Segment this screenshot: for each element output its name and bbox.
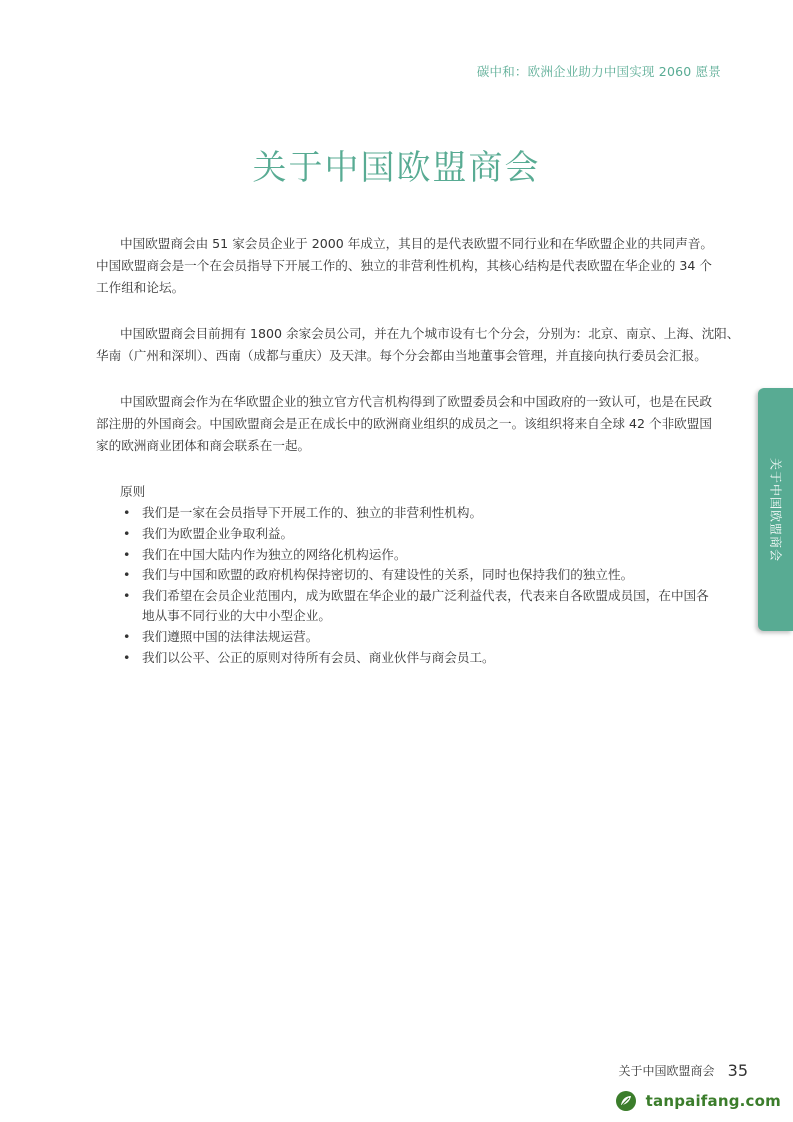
page-footer (619, 1060, 748, 1080)
principle-item (120, 648, 720, 668)
running-header: 碳中和：欧洲企业助力中国实现 2060 愿景 (476, 64, 721, 79)
bullet-icon: • (123, 628, 131, 644)
principle-item (120, 545, 720, 565)
principle-item (120, 627, 720, 647)
paragraph-line: 中国欧盟商会是一个在会员指导下开展工作的、独立的非营利性机构，其核心结构是代表欧盟在华企业的 34 个 (96, 258, 712, 273)
principle-text: 我们以公平、公正的原则对待所有会员、商业伙伴与商会员工。 (142, 649, 495, 665)
principle-text: 我们在中国大陆内作为独立的网络化机构运作。 (142, 546, 407, 562)
principle-text: 我们希望在会员企业范围内，成为欧盟在华企业的最广泛利益代表，代表来自各欧盟成员国，在中国各 (142, 588, 709, 604)
side-tab-label: 关于中国欧盟商会 (768, 457, 782, 562)
page-number: 35 (727, 1061, 748, 1080)
paragraph-membership (96, 323, 740, 367)
bullet-icon: • (123, 588, 131, 604)
principle-text: 我们遵照中国的法律法规运营。 (142, 628, 319, 644)
paragraph-line: 部注册的外国商会。中国欧盟商会是正在成长中的欧洲商业组织的成员之一。该组织将来自全球 42 个非欧盟国 (96, 416, 712, 431)
watermark-text: tanpaifang.com (645, 1092, 781, 1110)
bullet-icon: • (123, 567, 131, 583)
bullet-icon: • (123, 505, 131, 520)
principle-item (120, 586, 720, 626)
paragraph-founding (96, 233, 720, 299)
principles-heading: 原则 (120, 484, 146, 499)
page-title: 关于中国欧盟商会 (252, 148, 541, 188)
principle-item (120, 503, 720, 523)
section-side-tab[interactable] (758, 388, 793, 631)
watermark (615, 1090, 781, 1114)
principles-section (120, 481, 720, 668)
paragraph-line: 中国欧盟商会由 51 家会员企业于 2000 年成立，其目的是代表欧盟不同行业和在华欧盟企业的共同声音。 (120, 236, 714, 251)
paragraph-line: 华南（广州和深圳）、西南（成都与重庆）及天津。每个分会都由当地董事会管理，并直接向执行委员会汇报。 (96, 348, 707, 363)
watermark-logo-icon (615, 1090, 637, 1112)
bullet-icon: • (123, 546, 131, 562)
bullet-icon: • (123, 525, 131, 541)
principle-item (120, 565, 720, 585)
principle-text: 我们与中国和欧盟的政府机构保持密切的、有建设性的关系，同时也保持我们的独立性。 (142, 567, 634, 583)
paragraph-line: 中国欧盟商会作为在华欧盟企业的独立官方代言机构得到了欧盟委员会和中国政府的一致认可，也是在民政 (120, 394, 712, 409)
main-content (96, 233, 740, 669)
principle-text: 我们是一家在会员指导下开展工作的、独立的非营利性机构。 (142, 505, 483, 520)
principle-text: 地从事不同行业的大中小型企业。 (142, 608, 331, 624)
paragraph-line: 家的欧洲商业团体和商会联系在一起。 (96, 438, 311, 453)
bullet-icon: • (123, 649, 131, 665)
principle-item (120, 524, 720, 544)
paragraph-recognition (96, 391, 720, 457)
paragraph-line: 工作组和论坛。 (96, 280, 185, 295)
principles-list (120, 503, 720, 668)
principle-text: 我们为欧盟企业争取利益。 (142, 525, 294, 541)
footer-section-name: 关于中国欧盟商会 (618, 1064, 715, 1078)
paragraph-line: 中国欧盟商会目前拥有 1800 余家会员公司，并在九个城市设有七个分会，分别为：北京、南京、上海、沈阳、 (120, 326, 740, 341)
